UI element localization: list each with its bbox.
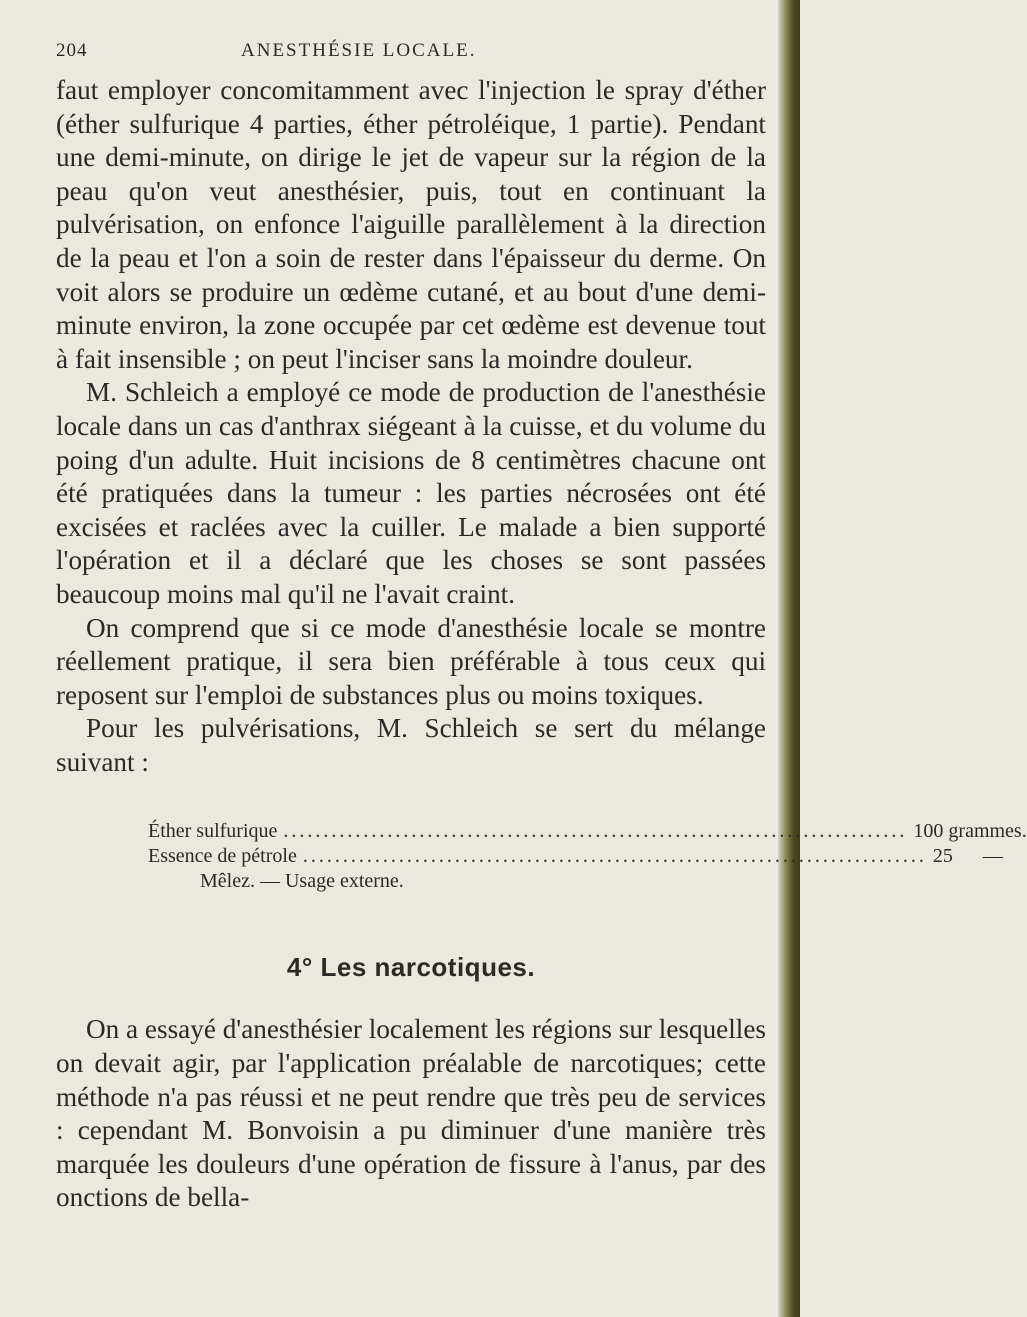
dot-leader [297, 844, 933, 869]
section-heading-narcotics: 4° Les narcotiques. [286, 952, 536, 983]
recipe-quantity: 100 grammes. [913, 820, 1027, 843]
running-head [56, 40, 766, 74]
mixture-recipe [148, 819, 1027, 894]
paragraph-schleich-case: M. Schleich a employé ce mode de production de l'anesthésie locale dans un cas d'anthrax siégeant à la cuisse, et du volume du poing d'un adulte. Huit incisions de 8 centimètres chacune ont été pratiquées dans la tumeur : les parties nécrosées ont été excisées et raclées avec la cuiller. Le malade a bien supporté l'opération et il a déclaré que les choses se sont passées beaucoup moins mal qu'il ne l'avait craint. [56, 377, 766, 609]
recipe-usage-note: Mêlez. — Usage externe. [200, 870, 404, 893]
paragraph-spray-method: faut employer concomitamment avec l'injection le spray d'éther (éther sulfurique 4 parties, éther pétroléique, 1 partie). Pendant une demi-minute, on dirige le jet de vapeur sur la région de la peau qu'on veut anesthésier, puis, tout en continuant la pulvérisation, on enfonce l'aiguille parallèlement à la direction de la peau et l'on a soin de rester dans l'épaisseur du derme. On voit alors se produire un œdème cutané, et au bout d'une demi-minute environ, la zone occupée par cet œdème est devenue tout à fait insensible ; on peut l'inciser sans la moindre douleur. [56, 75, 766, 374]
book-binding-edge [778, 0, 800, 1317]
dot-leader [277, 819, 913, 844]
recipe-row [148, 844, 1003, 869]
book-page [56, 40, 1027, 1215]
paragraph-narcotics: On a essayé d'anesthésier localement les régions sur lesquelles on devait agir, par l'application préalable de narcotiques; cette méthode n'a pas réussi et ne peut rendre que très peu de services : cependant M. Bonvoisin a pu diminuer d'une manière très marquée les douleurs d'une opération de fissure à l'anus, par des onctions de bella- [56, 1014, 766, 1213]
recipe-ingredient: Essence de pétrole [148, 845, 297, 868]
recipe-row [148, 819, 1027, 844]
recipe-ingredient: Éther sulfurique [148, 820, 278, 843]
running-head-title: ANESTHÉSIE LOCALE. [241, 40, 477, 61]
paragraph-mixture-intro: Pour les pulvérisations, M. Schleich se sert du mélange suivant : [56, 713, 766, 777]
page-number: 204 [56, 40, 88, 61]
paragraph-practical-note: On comprend que si ce mode d'anesthésie locale se montre réellement pratique, il sera bien préférable à tous ceux qui reposent sur l'emploi de substances plus ou moins toxiques. [56, 612, 766, 710]
recipe-quantity: 25 — [932, 845, 1003, 868]
